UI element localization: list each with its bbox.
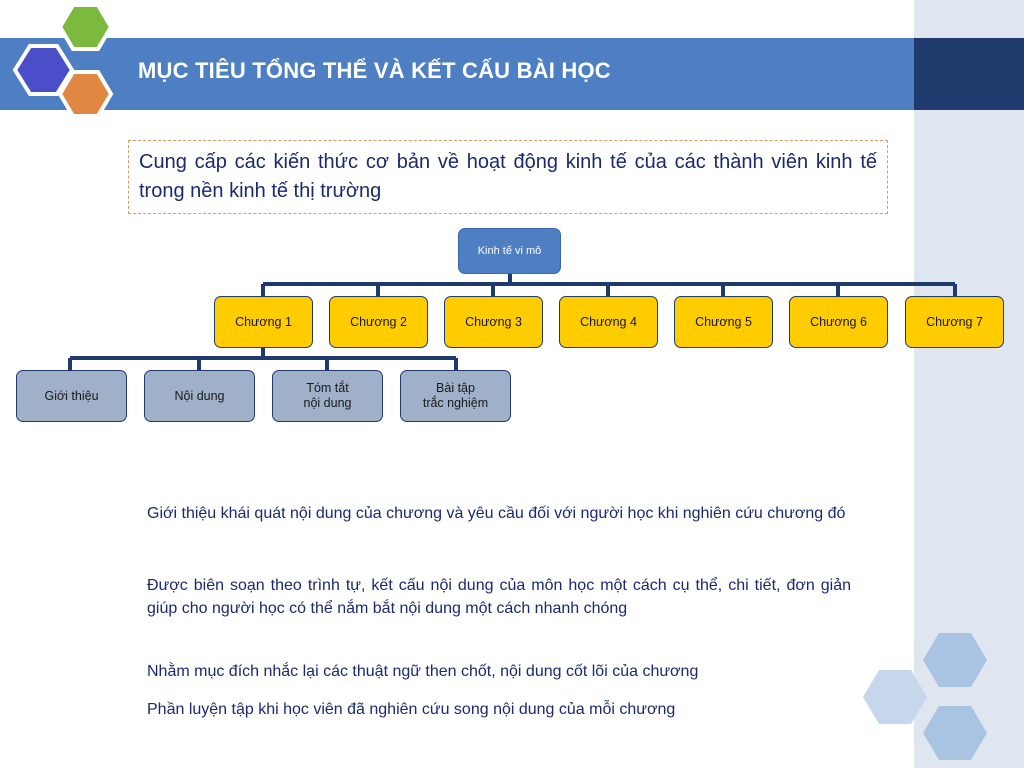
objective-box: Cung cấp các kiến thức cơ bản về hoạt động kinh tế của các thành viên kinh tế trong nền kinh tế thị trường — [128, 140, 888, 214]
description-quiz: Phần luyện tập khi học viên đã nghiên cứu song nội dung của mỗi chương — [147, 701, 676, 718]
deco-hexagon-left-icon — [863, 670, 927, 724]
description-content: Được biên soạn theo trình tự, kết cấu nội dung của môn học một cách cụ thể, chi tiết, đơn giản giúp cho người học có thể nắm bắt nội dung một cách nhanh chóng — [147, 577, 851, 617]
section-node-summary — [272, 370, 383, 422]
section-node-label-line2: nội dung — [303, 396, 352, 410]
decorative-hexagons-icon — [855, 625, 1024, 768]
section-node-content — [144, 370, 255, 422]
section-node-label: Nội dung — [174, 388, 225, 403]
chapter-node-6: Chương 6 — [789, 296, 888, 348]
chapter-node-2: Chương 2 — [329, 296, 428, 348]
section-node-label: Giới thiệu — [44, 388, 99, 403]
deco-hexagon-top-icon — [923, 633, 987, 687]
page-title: MỤC TIÊU TỔNG THỂ VÀ KẾT CẤU BÀI HỌC — [138, 58, 611, 83]
chapter-node-1: Chương 1 — [214, 296, 313, 348]
description-summary: Nhằm mục đích nhắc lại các thuật ngữ then chốt, nội dung cốt lõi của chương — [147, 663, 699, 680]
description-intro: Giới thiệu khái quát nội dung của chương và yêu cầu đối với người học khi nghiên cứu chương đó — [147, 505, 846, 522]
section-node-quiz — [400, 370, 511, 422]
section-node-label-line2: trắc nghiệm — [422, 396, 489, 410]
chapter-node-7: Chương 7 — [905, 296, 1004, 348]
section-node-intro — [16, 370, 127, 422]
chapter-node-3: Chương 3 — [444, 296, 543, 348]
section-node-label: Tóm tắt — [306, 381, 349, 395]
org-root-node: Kinh tế vi mô — [458, 228, 561, 274]
chapter-node-5: Chương 5 — [674, 296, 773, 348]
deco-hexagon-bottom-icon — [923, 706, 987, 760]
chapter-node-4: Chương 4 — [559, 296, 658, 348]
section-node-label: Bài tập — [436, 381, 475, 395]
